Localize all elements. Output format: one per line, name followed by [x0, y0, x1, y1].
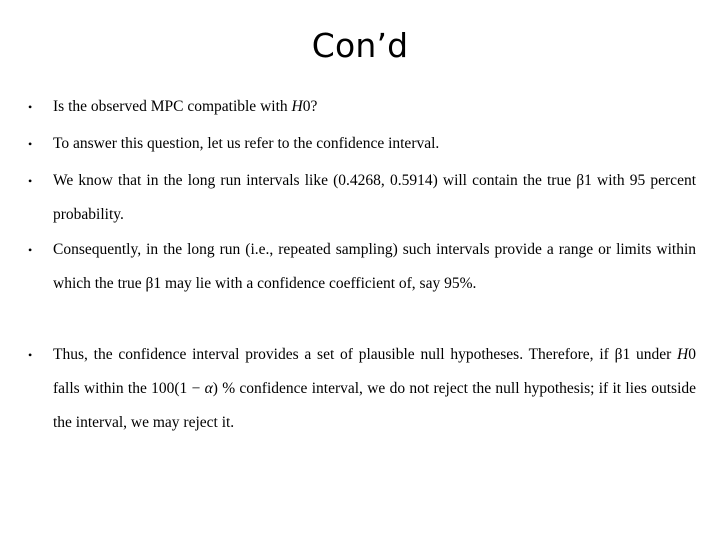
bullet-text-part: 0? [302, 98, 318, 115]
slide-title: Con’d [311, 26, 409, 65]
bullet-dot-icon: • [28, 348, 33, 362]
bullet-dot-icon: • [28, 100, 33, 114]
bullet-text-part: ) % confidence interval, we do not reject the null hypothesis; if it lies outside the interval, we may reject it. [53, 380, 697, 431]
bullet-text-italic: H [677, 346, 689, 363]
bullet-dot-icon: • [28, 137, 33, 151]
bullet-text-part: 0 falls within the 100(1 − [53, 346, 696, 397]
bullet-text-italic: α [204, 380, 213, 397]
bullet-dot-icon: • [28, 174, 33, 188]
bullet-text: We know that in the long run intervals like (0.4268, 0.5914) will contain the true β1 with 95 percent probability. [53, 172, 696, 223]
bullet-text [53, 338, 696, 440]
bullet-text [53, 90, 696, 124]
bullet-text-part: Is the observed MPC compatible with [53, 98, 292, 115]
bullet-text: To answer this question, let us refer to the confidence interval. [53, 135, 440, 152]
bullet-text-part: Thus, the confidence interval provides a set of plausible null hypotheses. Therefore, if β1 under [53, 346, 678, 363]
bullet-text: Consequently, in the long run (i.e., repeated sampling) such intervals provide a range or limits within which the true β1 may lie with a confidence coefficient of, say 95%. [53, 241, 696, 292]
bullet-text-italic: H [291, 98, 303, 115]
bullet-dot-icon: • [28, 243, 33, 257]
